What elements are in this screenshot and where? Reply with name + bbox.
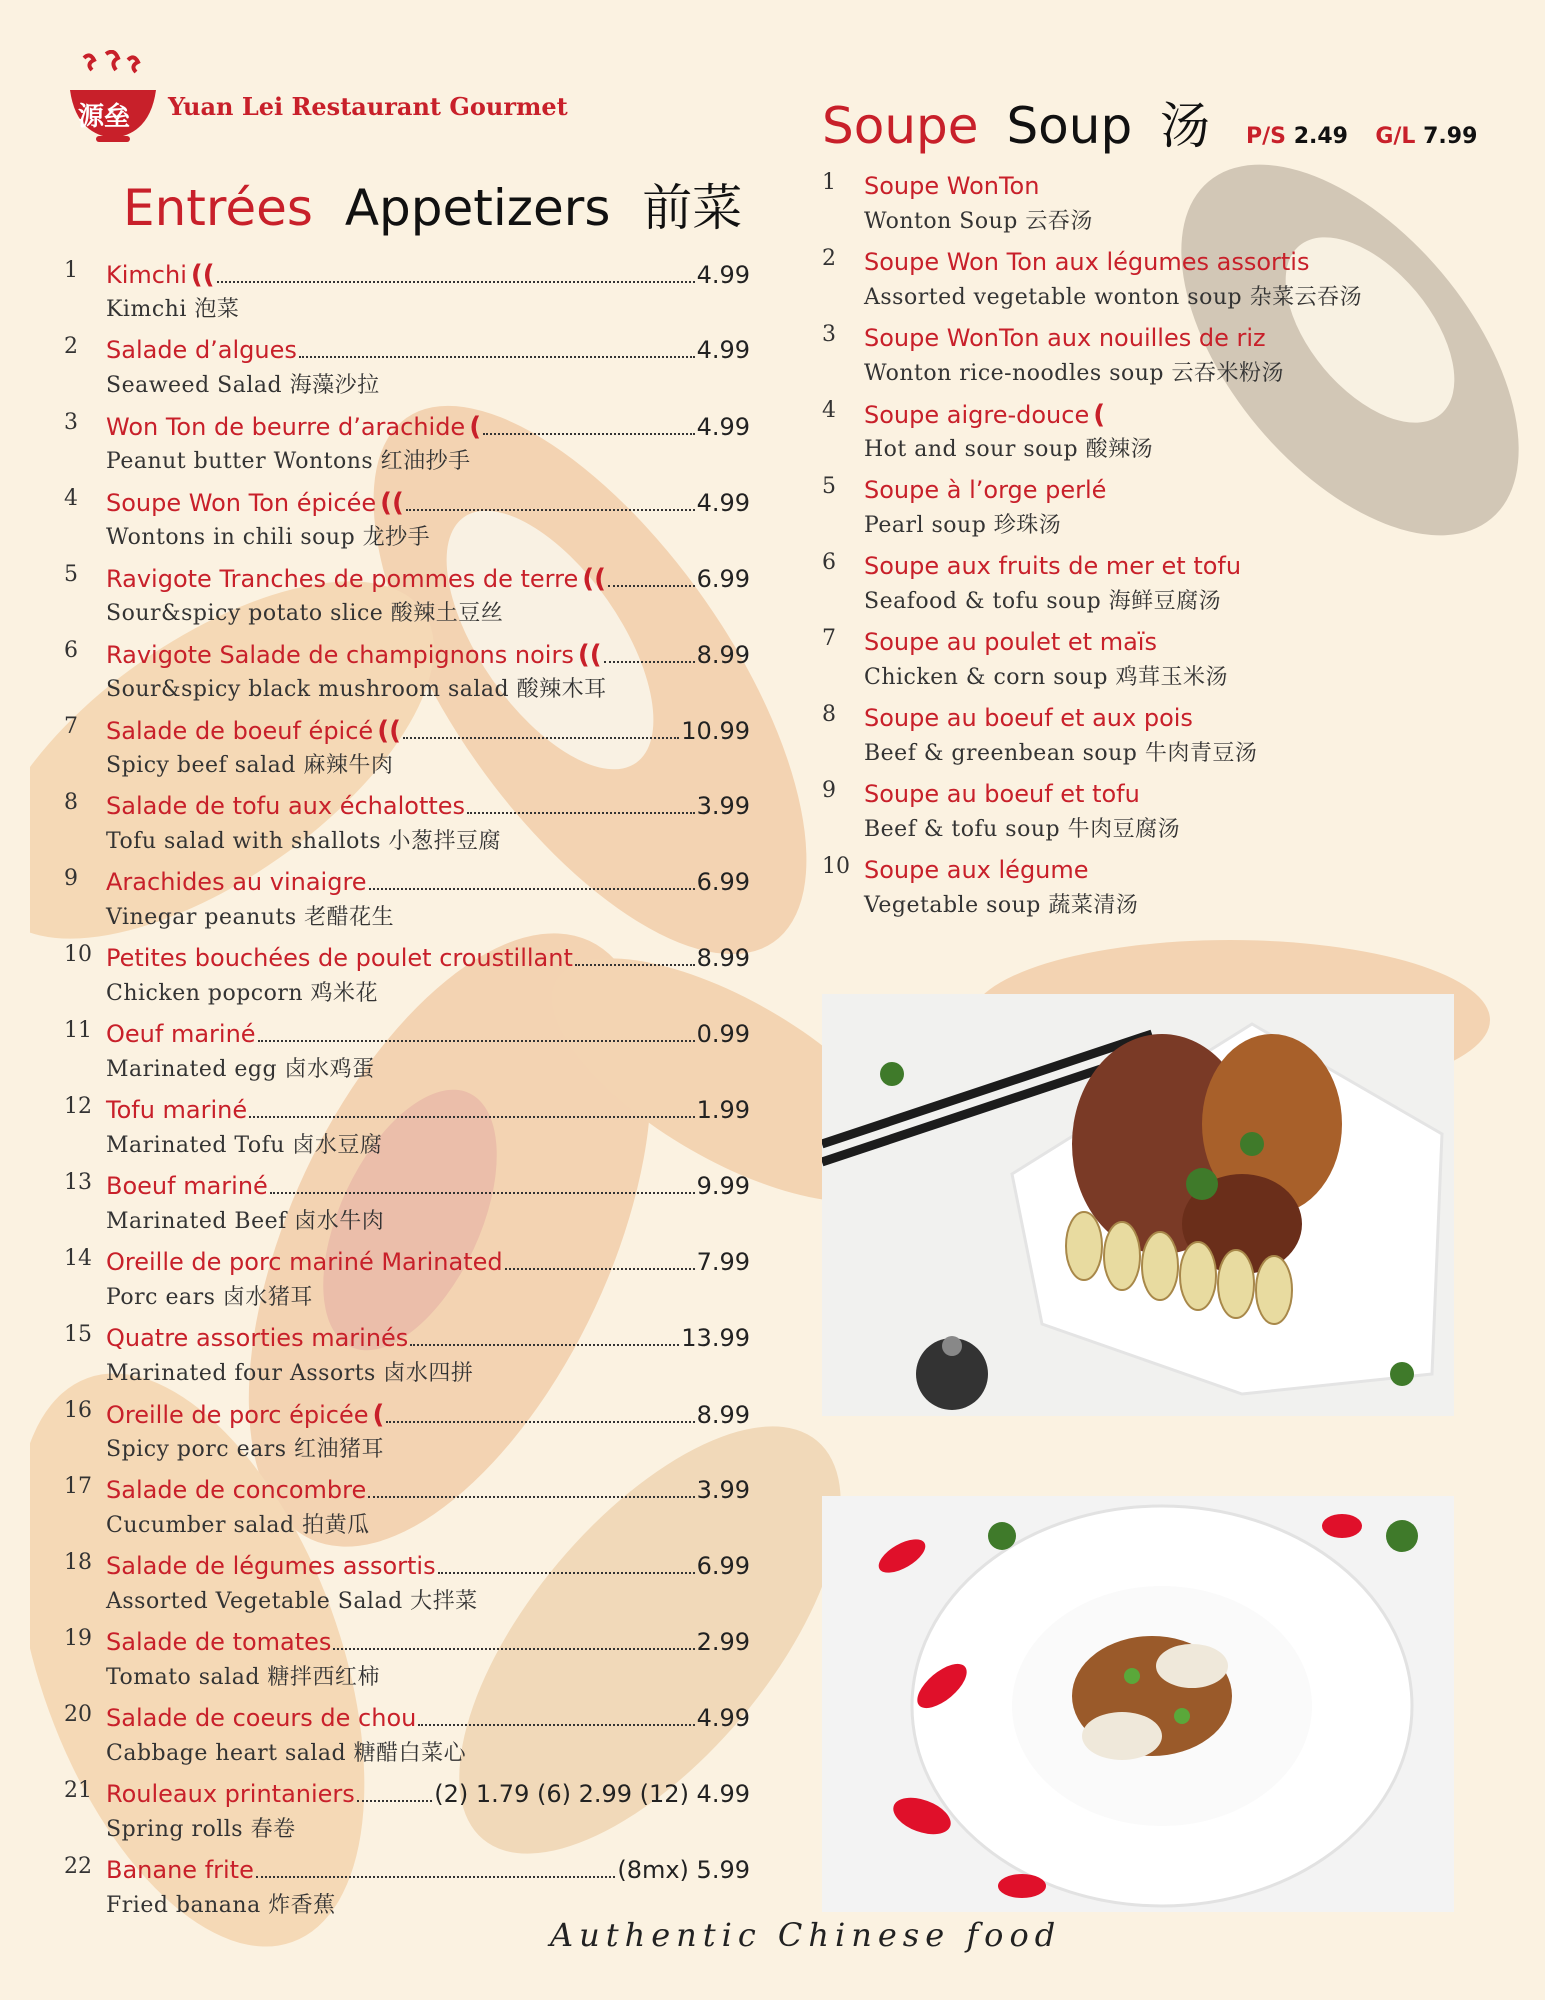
item-name-en-cn: Wonton rice-noodles soup 云吞米粉汤 [864, 361, 1284, 386]
item-number: 18 [64, 1550, 92, 1575]
soup-price-small-label: P/S [1246, 124, 1287, 149]
item-name-fr: Salade d’algues [106, 336, 297, 364]
item-price: 3.99 [696, 792, 750, 820]
item-number: 3 [64, 410, 78, 435]
item-name-fr: Banane frite [106, 1856, 254, 1884]
item-name-fr: Salade de coeurs de chou [106, 1704, 417, 1732]
menu-item [64, 1778, 750, 1850]
item-title-row [864, 552, 1241, 580]
menu-item [64, 1322, 750, 1394]
soup-price-large: 7.99 [1423, 124, 1478, 149]
menu-item [64, 638, 750, 710]
item-name-fr: Ravigote Tranches de pommes de terre [106, 565, 579, 593]
dotted-leader [406, 509, 695, 511]
item-title-row [106, 1324, 750, 1352]
chili-spicy-icon: ( [372, 1400, 385, 1430]
menu-item [64, 714, 750, 786]
item-number: 4 [822, 398, 836, 423]
item-title-row [864, 324, 1266, 352]
menu-item [822, 170, 1442, 242]
dotted-leader [369, 888, 695, 890]
item-number: 12 [64, 1094, 92, 1119]
item-number: 14 [64, 1246, 92, 1271]
restaurant-logo [66, 50, 160, 146]
item-name-en-cn: Marinated egg 卤水鸡蛋 [106, 1057, 375, 1082]
chili-spicy-icon: (( [577, 640, 602, 670]
dotted-leader [299, 356, 695, 358]
dotted-leader [256, 1876, 615, 1878]
item-title-row [106, 488, 750, 518]
item-name-fr: Oreille de porc épicée [106, 1401, 369, 1429]
item-title-row [864, 628, 1157, 656]
item-title-row [106, 1704, 750, 1732]
item-number: 5 [822, 474, 836, 499]
soup-price-note [1246, 124, 1489, 149]
item-name-fr: Soupe au boeuf et tofu [864, 780, 1140, 808]
item-price: (2) 1.79 (6) 2.99 (12) 4.99 [434, 1780, 750, 1808]
item-title-row [106, 412, 750, 442]
item-number: 8 [822, 702, 836, 727]
item-number: 5 [64, 562, 78, 587]
marinated-platter-photo [822, 994, 1454, 1416]
menu-item [822, 398, 1442, 470]
item-price: 4.99 [696, 261, 750, 289]
item-name-fr: Kimchi [106, 261, 187, 289]
dotted-leader [418, 1724, 694, 1726]
chili-spicy-icon: ( [469, 412, 482, 442]
item-name-fr: Petites bouchées de poulet croustillant [106, 944, 573, 972]
dotted-leader [483, 433, 694, 435]
item-name-en-cn: Beef & tofu soup 牛肉豆腐汤 [864, 817, 1181, 842]
item-number: 3 [822, 322, 836, 347]
menu-item [64, 1626, 750, 1698]
dotted-leader [386, 1421, 694, 1423]
dotted-leader [575, 964, 695, 966]
item-name-en-cn: Marinated Beef 卤水牛肉 [106, 1209, 385, 1234]
soup-title [822, 86, 1501, 158]
chili-spicy-icon: ( [1093, 400, 1106, 430]
item-price: 9.99 [696, 1172, 750, 1200]
item-name-en-cn: Wonton Soup 云吞汤 [864, 209, 1093, 234]
item-number: 15 [64, 1322, 92, 1347]
item-number: 1 [822, 170, 836, 195]
item-price: 6.99 [696, 565, 750, 593]
item-name-en-cn: Sour&spicy potato slice 酸辣土豆丝 [106, 601, 504, 626]
logo-text: 源垒 [78, 102, 131, 132]
item-number: 7 [822, 626, 836, 651]
item-price: 1.99 [696, 1096, 750, 1124]
item-name-en-cn: Marinated Tofu 卤水豆腐 [106, 1133, 383, 1158]
item-title-row [106, 564, 750, 594]
item-price: 6.99 [696, 1552, 750, 1580]
item-number: 22 [64, 1854, 92, 1879]
item-price: 8.99 [696, 1401, 750, 1429]
item-name-en-cn: Seaweed Salad 海藻沙拉 [106, 373, 380, 398]
item-number: 8 [64, 790, 78, 815]
dotted-leader [217, 281, 695, 283]
item-price: 3.99 [696, 1476, 750, 1504]
item-name-fr: Boeuf mariné [106, 1172, 268, 1200]
item-price: 2.99 [696, 1628, 750, 1656]
menu-item [64, 486, 750, 558]
item-name-fr: Won Ton de beurre d’arachide [106, 413, 466, 441]
menu-item [822, 626, 1442, 698]
menu-item [822, 702, 1442, 774]
item-name-en-cn: Pearl soup 珍珠汤 [864, 513, 1062, 538]
dotted-leader [258, 1040, 695, 1042]
item-name-fr: Rouleaux printaniers [106, 1780, 355, 1808]
item-name-fr: Oeuf mariné [106, 1020, 256, 1048]
item-price: 7.99 [696, 1248, 750, 1276]
dotted-leader [357, 1800, 432, 1802]
item-title-row [106, 640, 750, 670]
footer-tagline: Authentic Chinese food [550, 1916, 1062, 1954]
soup-title-fr: Soupe [822, 97, 979, 155]
item-name-en-cn: Spring rolls 春卷 [106, 1817, 296, 1842]
menu-item [64, 258, 750, 330]
chili-spicy-icon: (( [582, 564, 606, 594]
menu-item [822, 778, 1442, 850]
item-title-row [864, 400, 1105, 430]
item-title-row [106, 1552, 750, 1580]
dotted-leader [368, 1496, 694, 1498]
menu-item [64, 1550, 750, 1622]
item-title-row [106, 1020, 750, 1048]
menu-item [64, 562, 750, 634]
item-number: 10 [822, 854, 850, 879]
item-name-fr: Salade de tofu aux échalottes [106, 792, 466, 820]
item-name-en-cn: Assorted vegetable wonton soup 杂菜云吞汤 [864, 285, 1363, 310]
item-name-fr: Quatre assorties marinés [106, 1324, 409, 1352]
menu-item [64, 942, 750, 1014]
item-title-row [864, 476, 1106, 504]
menu-item [64, 1246, 750, 1318]
item-number: 17 [64, 1474, 92, 1499]
menu-item [64, 1474, 750, 1546]
menu-item [822, 474, 1442, 546]
item-number: 9 [822, 778, 836, 803]
restaurant-name: Yuan Lei Restaurant Gourmet [168, 92, 568, 121]
item-title-row [106, 1476, 750, 1504]
item-title-row [106, 716, 750, 746]
item-name-fr: Soupe WonTon [864, 172, 1040, 200]
dotted-leader [270, 1192, 695, 1194]
menu-item [822, 550, 1442, 622]
item-name-fr: Salade de tomates [106, 1628, 332, 1656]
item-name-en-cn: Chicken & corn soup 鸡茸玉米汤 [864, 665, 1228, 690]
item-name-fr: Salade de concombre [106, 1476, 367, 1504]
menu-item [822, 246, 1442, 318]
item-title-row [864, 780, 1140, 808]
item-name-en-cn: Cucumber salad 拍黄瓜 [106, 1513, 370, 1538]
item-name-fr: Soupe à l’orge perlé [864, 476, 1107, 504]
item-number: 16 [64, 1398, 92, 1423]
appetizers-title-fr: Entrées [123, 179, 313, 237]
item-number: 2 [64, 334, 78, 359]
item-name-fr: Salade de boeuf épicé [106, 717, 374, 745]
item-name-fr: Soupe aux légume [864, 856, 1089, 884]
item-name-en-cn: Spicy beef salad 麻辣牛肉 [106, 753, 394, 778]
item-price: 8.99 [696, 641, 750, 669]
menu-item [64, 410, 750, 482]
item-price: 4.99 [696, 1704, 750, 1732]
item-title-row [106, 336, 750, 364]
item-name-en-cn: Seafood & tofu soup 海鲜豆腐汤 [864, 589, 1222, 614]
item-name-en-cn: Hot and sour soup 酸辣汤 [864, 437, 1154, 462]
item-name-fr: Arachides au vinaigre [106, 868, 367, 896]
item-name-fr: Tofu mariné [106, 1096, 248, 1124]
item-name-en-cn: Spicy porc ears 红油猪耳 [106, 1437, 385, 1462]
item-number: 7 [64, 714, 78, 739]
item-price: 4.99 [696, 413, 750, 441]
item-number: 9 [64, 866, 78, 891]
item-name-en-cn: Kimchi 泡菜 [106, 297, 240, 322]
item-number: 1 [64, 258, 78, 283]
item-number: 6 [822, 550, 836, 575]
menu-item [64, 1398, 750, 1470]
menu-item [64, 866, 750, 938]
item-price: (8mx) 5.99 [617, 1856, 750, 1884]
appetizers-title-en: Appetizers [344, 179, 611, 237]
menu-item [822, 322, 1442, 394]
item-number: 2 [822, 246, 836, 271]
item-number: 13 [64, 1170, 92, 1195]
item-name-en-cn: Wontons in chili soup 龙抄手 [106, 525, 431, 550]
dotted-leader [467, 812, 695, 814]
item-name-fr: Soupe aux fruits de mer et tofu [864, 552, 1242, 580]
item-title-row [106, 260, 750, 290]
item-name-fr: Soupe Won Ton aux légumes assortis [864, 248, 1310, 276]
item-title-row [106, 944, 750, 972]
item-name-en-cn: Vegetable soup 蔬菜清汤 [864, 893, 1139, 918]
item-price: 4.99 [696, 489, 750, 517]
item-title-row [106, 1172, 750, 1200]
dotted-leader [608, 585, 695, 587]
item-number: 19 [64, 1626, 92, 1651]
soup-price-small: 2.49 [1293, 124, 1348, 149]
item-name-en-cn: Beef & greenbean soup 牛肉青豆汤 [864, 741, 1258, 766]
item-title-row [106, 1628, 750, 1656]
chili-spicy-icon: (( [190, 260, 215, 290]
item-title-row [106, 1248, 750, 1276]
item-name-fr: Soupe au boeuf et aux pois [864, 704, 1193, 732]
item-name-fr: Soupe au poulet et maïs [864, 628, 1157, 656]
menu-item [64, 1094, 750, 1166]
soup-title-cn: 汤 [1160, 97, 1211, 155]
item-title-row [864, 704, 1193, 732]
item-title-row [106, 1096, 750, 1124]
item-title-row [106, 792, 750, 820]
item-name-fr: Salade de légumes assortis [106, 1552, 436, 1580]
item-title-row [864, 856, 1089, 884]
appetizers-title-cn: 前菜 [642, 179, 743, 237]
dotted-leader [438, 1572, 695, 1574]
dotted-leader [249, 1116, 694, 1118]
item-number: 11 [64, 1018, 92, 1043]
menu-item [64, 1170, 750, 1242]
menu-item [64, 1018, 750, 1090]
item-title-row [106, 1400, 750, 1430]
item-name-fr: Ravigote Salade de champignons noirs [106, 641, 574, 669]
item-name-fr: Soupe Won Ton épicée [106, 489, 377, 517]
chili-spicy-icon: (( [377, 716, 401, 746]
item-price: 4.99 [696, 336, 750, 364]
soup-title-en: Soup [1006, 97, 1133, 155]
dotted-leader [505, 1268, 695, 1270]
item-name-en-cn: Tofu salad with shallots 小葱拌豆腐 [106, 829, 502, 854]
item-number: 4 [64, 486, 78, 511]
item-title-row [106, 1780, 750, 1808]
item-title-row [864, 172, 1039, 200]
dotted-leader [410, 1344, 679, 1346]
soup-price-large-label: G/L [1375, 124, 1416, 149]
dotted-leader [604, 661, 695, 663]
item-title-row [106, 868, 750, 896]
appetizers-title [123, 168, 758, 240]
item-name-en-cn: Cabbage heart salad 糖醋白菜心 [106, 1741, 467, 1766]
item-price: 0.99 [696, 1020, 750, 1048]
item-price: 13.99 [681, 1324, 750, 1352]
item-number: 20 [64, 1702, 92, 1727]
item-name-en-cn: Sour&spicy black mushroom salad 酸辣木耳 [106, 677, 607, 702]
item-name-en-cn: Tomato salad 糖拌西红柿 [106, 1665, 380, 1690]
item-name-fr: Soupe aigre-douce [864, 401, 1090, 429]
item-price: 10.99 [681, 717, 750, 745]
item-price: 8.99 [696, 944, 750, 972]
item-title-row [864, 248, 1309, 276]
item-price: 6.99 [696, 868, 750, 896]
chili-spicy-icon: (( [380, 488, 404, 518]
menu-item [64, 790, 750, 862]
item-name-en-cn: Vinegar peanuts 老醋花生 [106, 905, 395, 930]
item-number: 6 [64, 638, 78, 663]
dotted-leader [403, 737, 679, 739]
item-name-fr: Oreille de porc mariné Marinated [106, 1248, 503, 1276]
menu-item [64, 1702, 750, 1774]
item-name-en-cn: Peanut butter Wontons 红油抄手 [106, 449, 471, 474]
item-title-row [106, 1856, 750, 1884]
item-number: 21 [64, 1778, 92, 1803]
item-name-en-cn: Chicken popcorn 鸡米花 [106, 981, 379, 1006]
dotted-leader [333, 1648, 694, 1650]
item-name-fr: Soupe WonTon aux nouilles de riz [864, 324, 1266, 352]
menu-item [822, 854, 1442, 926]
item-name-en-cn: Assorted Vegetable Salad 大拌菜 [106, 1589, 478, 1614]
item-name-en-cn: Porc ears 卤水猪耳 [106, 1285, 313, 1310]
item-name-en-cn: Fried banana 炸香蕉 [106, 1893, 336, 1918]
wonton-dish-photo [822, 1496, 1454, 1912]
item-name-en-cn: Marinated four Assorts 卤水四拼 [106, 1361, 474, 1386]
item-number: 10 [64, 942, 92, 967]
menu-item [64, 334, 750, 406]
